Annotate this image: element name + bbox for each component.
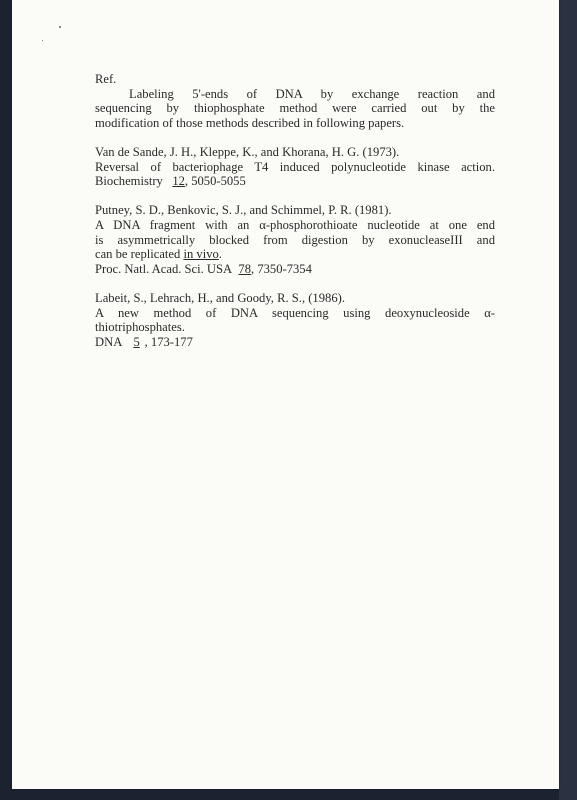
volume: 12 <box>172 174 185 189</box>
intro-line: Labeling 5'-ends of DNA by exchange reaction and <box>129 86 495 101</box>
ref-authors: Putney, S. D., Benkovic, S. J., and Schimmel, P. R. (1981). <box>95 203 392 218</box>
journal-name: DNA <box>95 334 123 349</box>
pages: , 5050-5055 <box>184 174 246 189</box>
intro-line: modification of those methods described in following papers. <box>95 115 405 130</box>
ref-authors: Labeit, S., Lehrach, H., and Goody, R. S., (1986). <box>95 290 345 305</box>
intro-line: sequencing by thiophosphate method were carried out by the <box>95 101 495 116</box>
ref-citation <box>95 262 495 277</box>
ref-title: Reversal of bacteriophage T4 induced polynucleotide kinase action. <box>95 159 495 174</box>
volume: 5 <box>133 334 140 349</box>
journal-name: Proc. Natl. Acad. Sci. USA <box>95 261 233 276</box>
ref-title: can be replicated in vivo. <box>95 247 222 262</box>
journal-name: Biochemistry <box>95 174 163 189</box>
ref-title: is asymmetrically blocked from digestion by exonucleaseIII and <box>95 232 495 247</box>
ref-citation <box>95 335 495 350</box>
scan-speck <box>42 40 43 41</box>
ref-heading: Ref. <box>95 72 117 86</box>
ref-title: A new method of DNA sequencing using deoxynucleoside α- <box>95 305 495 320</box>
volume: 78 <box>238 261 252 276</box>
ref-title: A DNA fragment with an α-phosphorothioate nucleotide at one end <box>95 217 495 232</box>
scanner-edge <box>559 0 577 800</box>
ref-authors: Van de Sande, J. H., Kleppe, K., and Khorana, H. G. (1973). <box>95 144 400 159</box>
pages: , 173-177 <box>144 334 193 349</box>
reference-text <box>95 72 495 349</box>
scan-speck <box>59 26 61 28</box>
italic-term: in vivo <box>183 247 219 262</box>
pages: , 7350-7354 <box>251 261 312 276</box>
ref-title: thiotriphosphates. <box>95 320 185 335</box>
ref-citation <box>95 174 495 189</box>
